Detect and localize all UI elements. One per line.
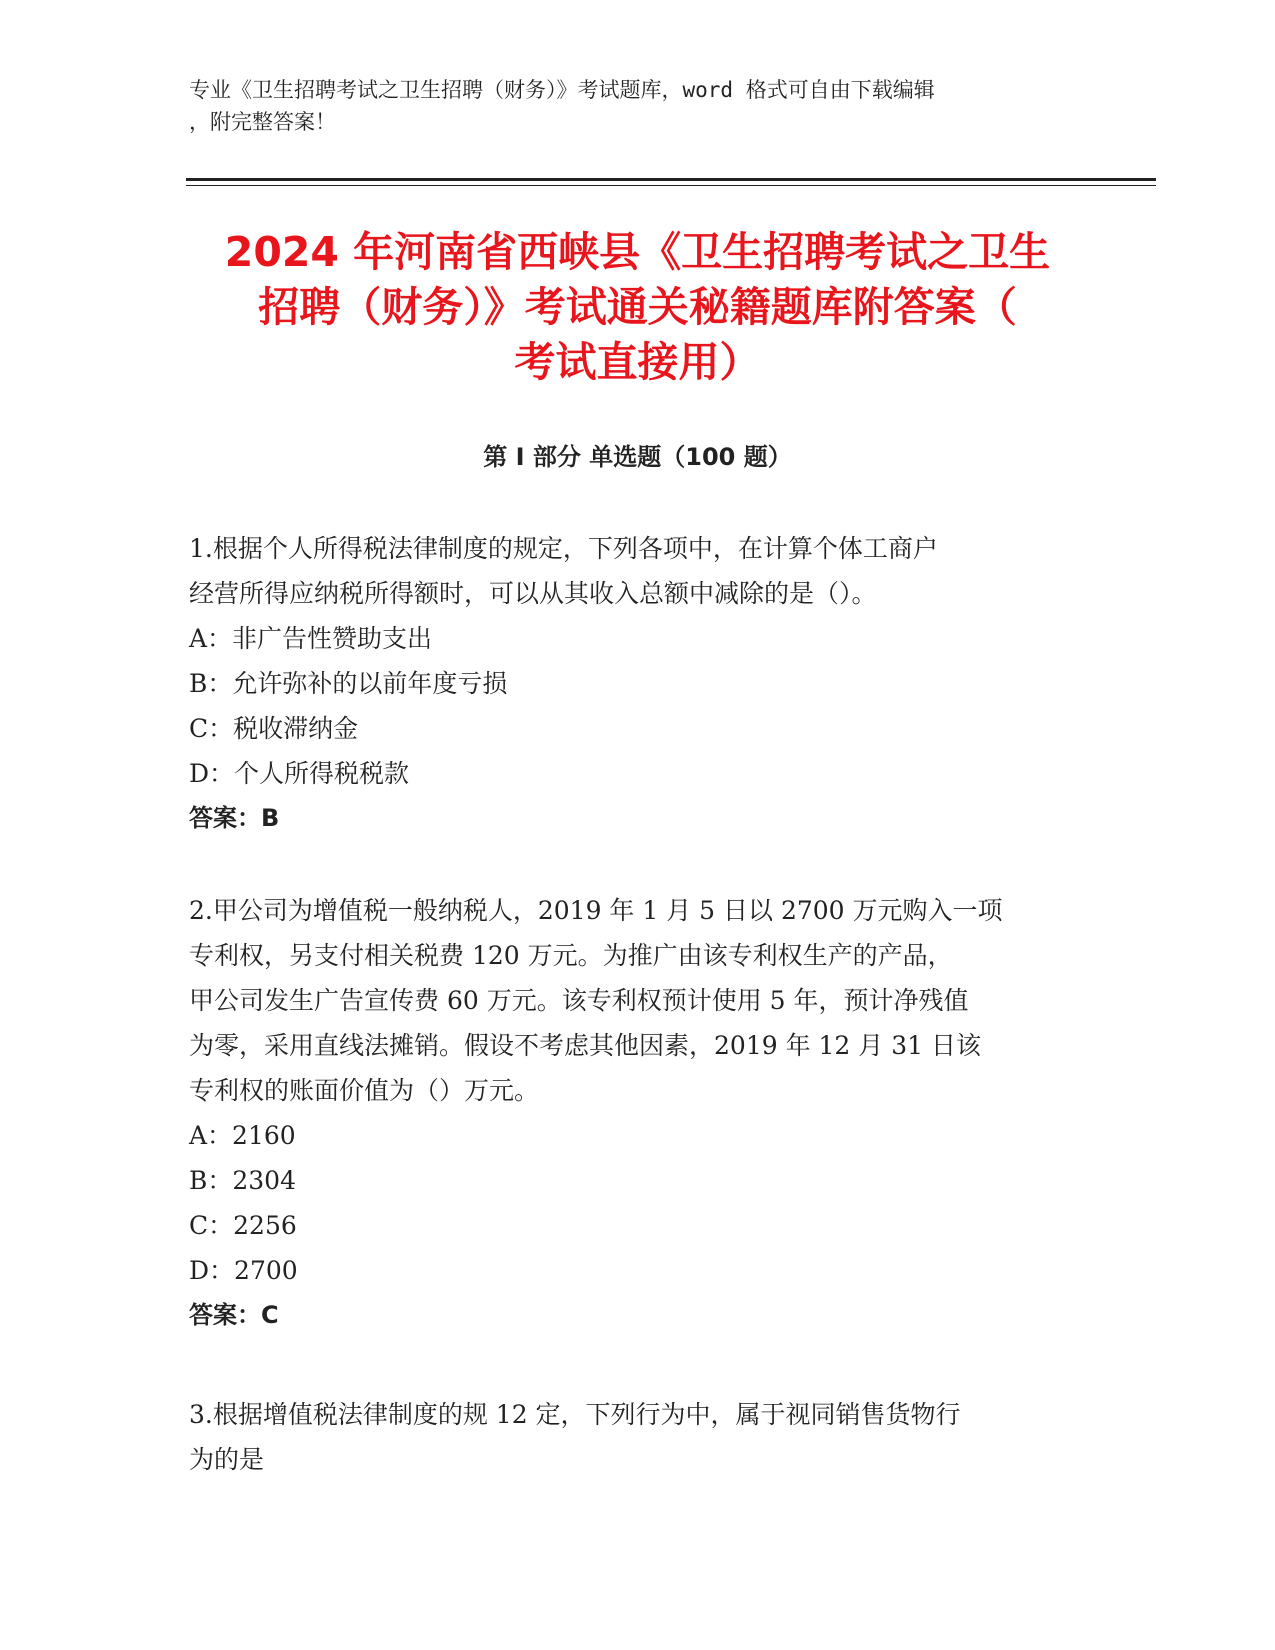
answer-line: 答案：B [189,804,280,832]
option-c: C：2256 [189,1211,297,1240]
question-stem-line: 为零，采用直线法摊销。假设不考虑其他因素，2019 年 12 月 31 日该 [189,1031,981,1060]
option-a: A：2160 [189,1121,296,1150]
header-note-line: ，附完整答案！ [189,110,336,134]
question-stem-line: 专利权的账面价值为（）万元。 [189,1076,540,1105]
option-d: D：个人所得税税款 [189,759,410,788]
answer-line: 答案：C [189,1301,279,1329]
option-c: C：税收滞纳金 [189,714,359,743]
question-stem [189,1392,1089,1482]
header-divider-thick [186,178,1156,181]
question-stem-line: 3.根据增值税法律制度的规 12 定，下列行为中，属于视同销售货物行 [189,1400,961,1429]
question-stem-line: 经营所得应纳税所得额时，可以从其收入总额中减除的是（）。 [189,579,877,608]
question-stem-line: 为的是 [189,1445,265,1474]
question-stem-line: 甲公司发生广告宣传费 60 万元。该专利权预计使用 5 年，预计净残值 [189,986,969,1015]
title-line: 招聘（财务）》考试通关秘籍题库附答案（ [258,283,1017,331]
question-stem-line: 专利权，另支付相关税费 120 万元。为推广由该专利权生产的产品， [189,941,953,970]
question-stem [189,888,1089,1113]
question-stem [189,526,1089,616]
option-a: A：非广告性赞助支出 [189,624,433,653]
header-note-line: 专业《卫生招聘考试之卫生招聘（财务）》考试题库，word 格式可自由下载编辑 [189,78,935,102]
question-3 [189,1392,1089,1482]
section-heading: 第 I 部分 单选题（100 题） [483,443,792,471]
question-stem-line: 2.甲公司为增值税一般纳税人，2019 年 1 月 5 日以 2700 万元购入一项 [189,896,1003,925]
header-divider-thin [186,185,1156,186]
title-line: 考试直接用） [514,338,761,386]
document-title [160,225,1115,390]
option-b: B：2304 [189,1166,296,1195]
option-d: D：2700 [189,1256,298,1285]
question-2 [189,888,1089,1338]
option-b: B：允许弥补的以前年度亏损 [189,669,508,698]
question-stem-line: 1.根据个人所得税法律制度的规定，下列各项中，在计算个体工商户 [189,534,938,563]
title-line: 2024 年河南省西峡县《卫生招聘考试之卫生 [224,228,1051,276]
question-1 [189,526,1089,841]
header-note [189,74,1089,138]
